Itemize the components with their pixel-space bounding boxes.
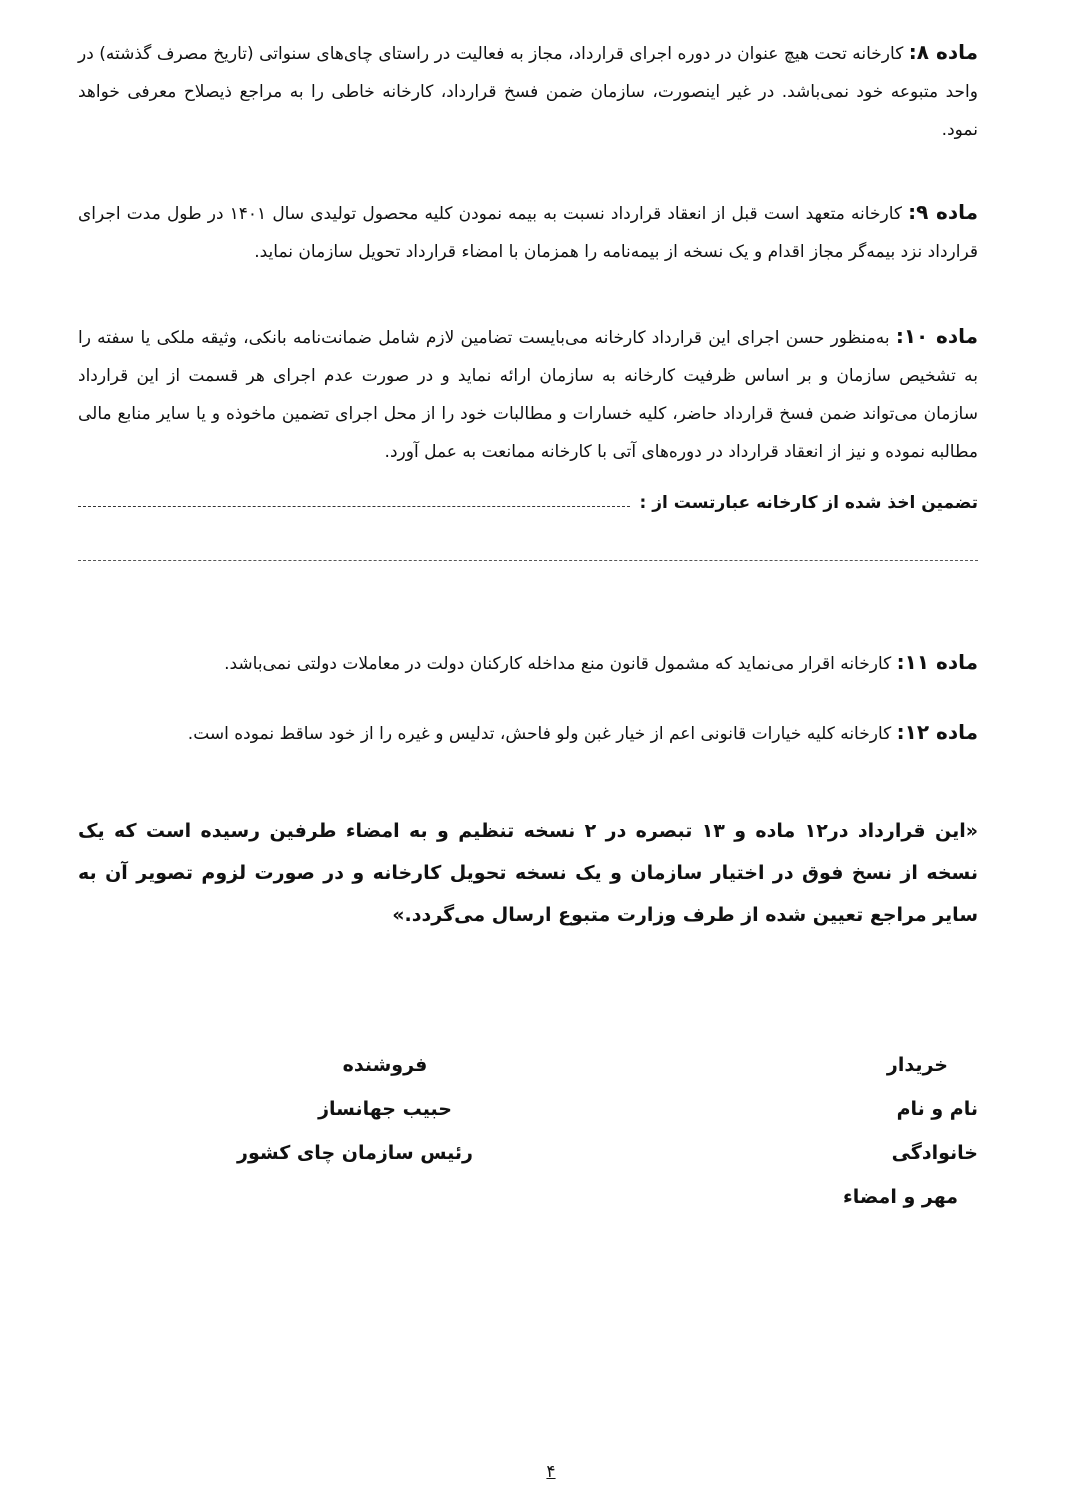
seller-position: رئیس سازمان چای کشور [237, 1142, 473, 1164]
article-label: ماده ۱۲: [896, 720, 978, 744]
article-11 [78, 643, 978, 683]
buyer-signature-block [808, 1043, 978, 1219]
article-text: کارخانه تحت هیچ عنوان در دوره اجرای قرارداد، مجاز به فعالیت در راستای چای‌های سنواتی (تاریخ مصرف گذشته) در واحد متبوعه خود نمی‌باشد. در غیر اینصورت، سازمان ضمن فسخ قرارداد، کارخانه خاطی را به مراجع ذیصلاح معرفی خواهد نمود. [78, 44, 978, 140]
buyer-seal-label: مهر و امضاء [842, 1186, 958, 1208]
article-text: کارخانه اقرار می‌نماید که مشمول قانون منع مداخله کارکنان دولت در معاملات دولتی نمی‌باشد. [224, 654, 892, 674]
seller-title: فروشنده [342, 1054, 428, 1076]
guarantee-blank [78, 506, 630, 507]
article-label: ماده ۸: [908, 40, 978, 64]
buyer-name-label: نام و نام خانوادگی [891, 1098, 978, 1164]
article-text: کارخانه کلیه خیارات قانونی اعم از خیار غبن ولو فاحش، تدلیس و غیره را از خود ساقط نموده است. [187, 724, 892, 744]
guarantee-blank-line [78, 560, 978, 561]
closing-statement: «این قرارداد در۱۲ ماده و ۱۳ تبصره در ۲ نسخه تنظیم و به امضاء طرفین رسیده است که یک نسخه از نسخ فوق در اختیار سازمان و یک نسخه تحویل کارخانه و در صورت لزوم تصویر آن به سایر مراجع تعیین شده از طرف وزارت متبوع ارسال می‌گردد.» [78, 820, 978, 926]
seller-name: حبیب جهانساز [318, 1098, 452, 1120]
page-number: ۴ [546, 1462, 556, 1482]
buyer-title: خریدار [886, 1054, 948, 1076]
article-8 [78, 33, 978, 149]
guarantee-line [78, 493, 978, 513]
article-text: به‌منظور حسن اجرای این قرارداد کارخانه می‌بایست تضامین لازم شامل ضمانت‌نامه بانکی، وثیقه ملکی یا سفته را به تشخیص سازمان و بر اساس ظرفیت کارخانه به سازمان ارائه نماید و در صورت عدم اجرای هر قسمت از این قرارداد سازمان می‌تواند ضمن فسخ قرارداد حاضر، کلیه خسارات و مطالبات خود را از محل اجرای تضمین ماخوذه و یا سایر منابع مالی مطالبه نموده و نیز از انعقاد قرارداد در دوره‌های آتی با کارخانه ممانعت به عمل آورد. [78, 328, 978, 462]
article-label: ماده ۹: [908, 200, 978, 224]
article-text: کارخانه متعهد است قبل از انعقاد قرارداد نسبت به بیمه نمودن کلیه محصول تولیدی سال ۱۴۰۱ در طول مدت اجرای قرارداد نزد بیمه‌گر مجاز اقدام و یک نسخه از بیمه‌نامه را همزمان با امضاء قرارداد تحویل سازمان نماید. [78, 204, 978, 262]
article-9 [78, 193, 978, 271]
seller-signature-block [235, 1043, 475, 1175]
article-10 [78, 317, 978, 471]
article-label: ماده ۱۰: [895, 324, 978, 348]
article-12 [78, 713, 978, 753]
article-label: ماده ۱۱: [896, 650, 978, 674]
guarantee-label: تضمین اخذ شده از کارخانه عبارتست از : [639, 493, 978, 513]
